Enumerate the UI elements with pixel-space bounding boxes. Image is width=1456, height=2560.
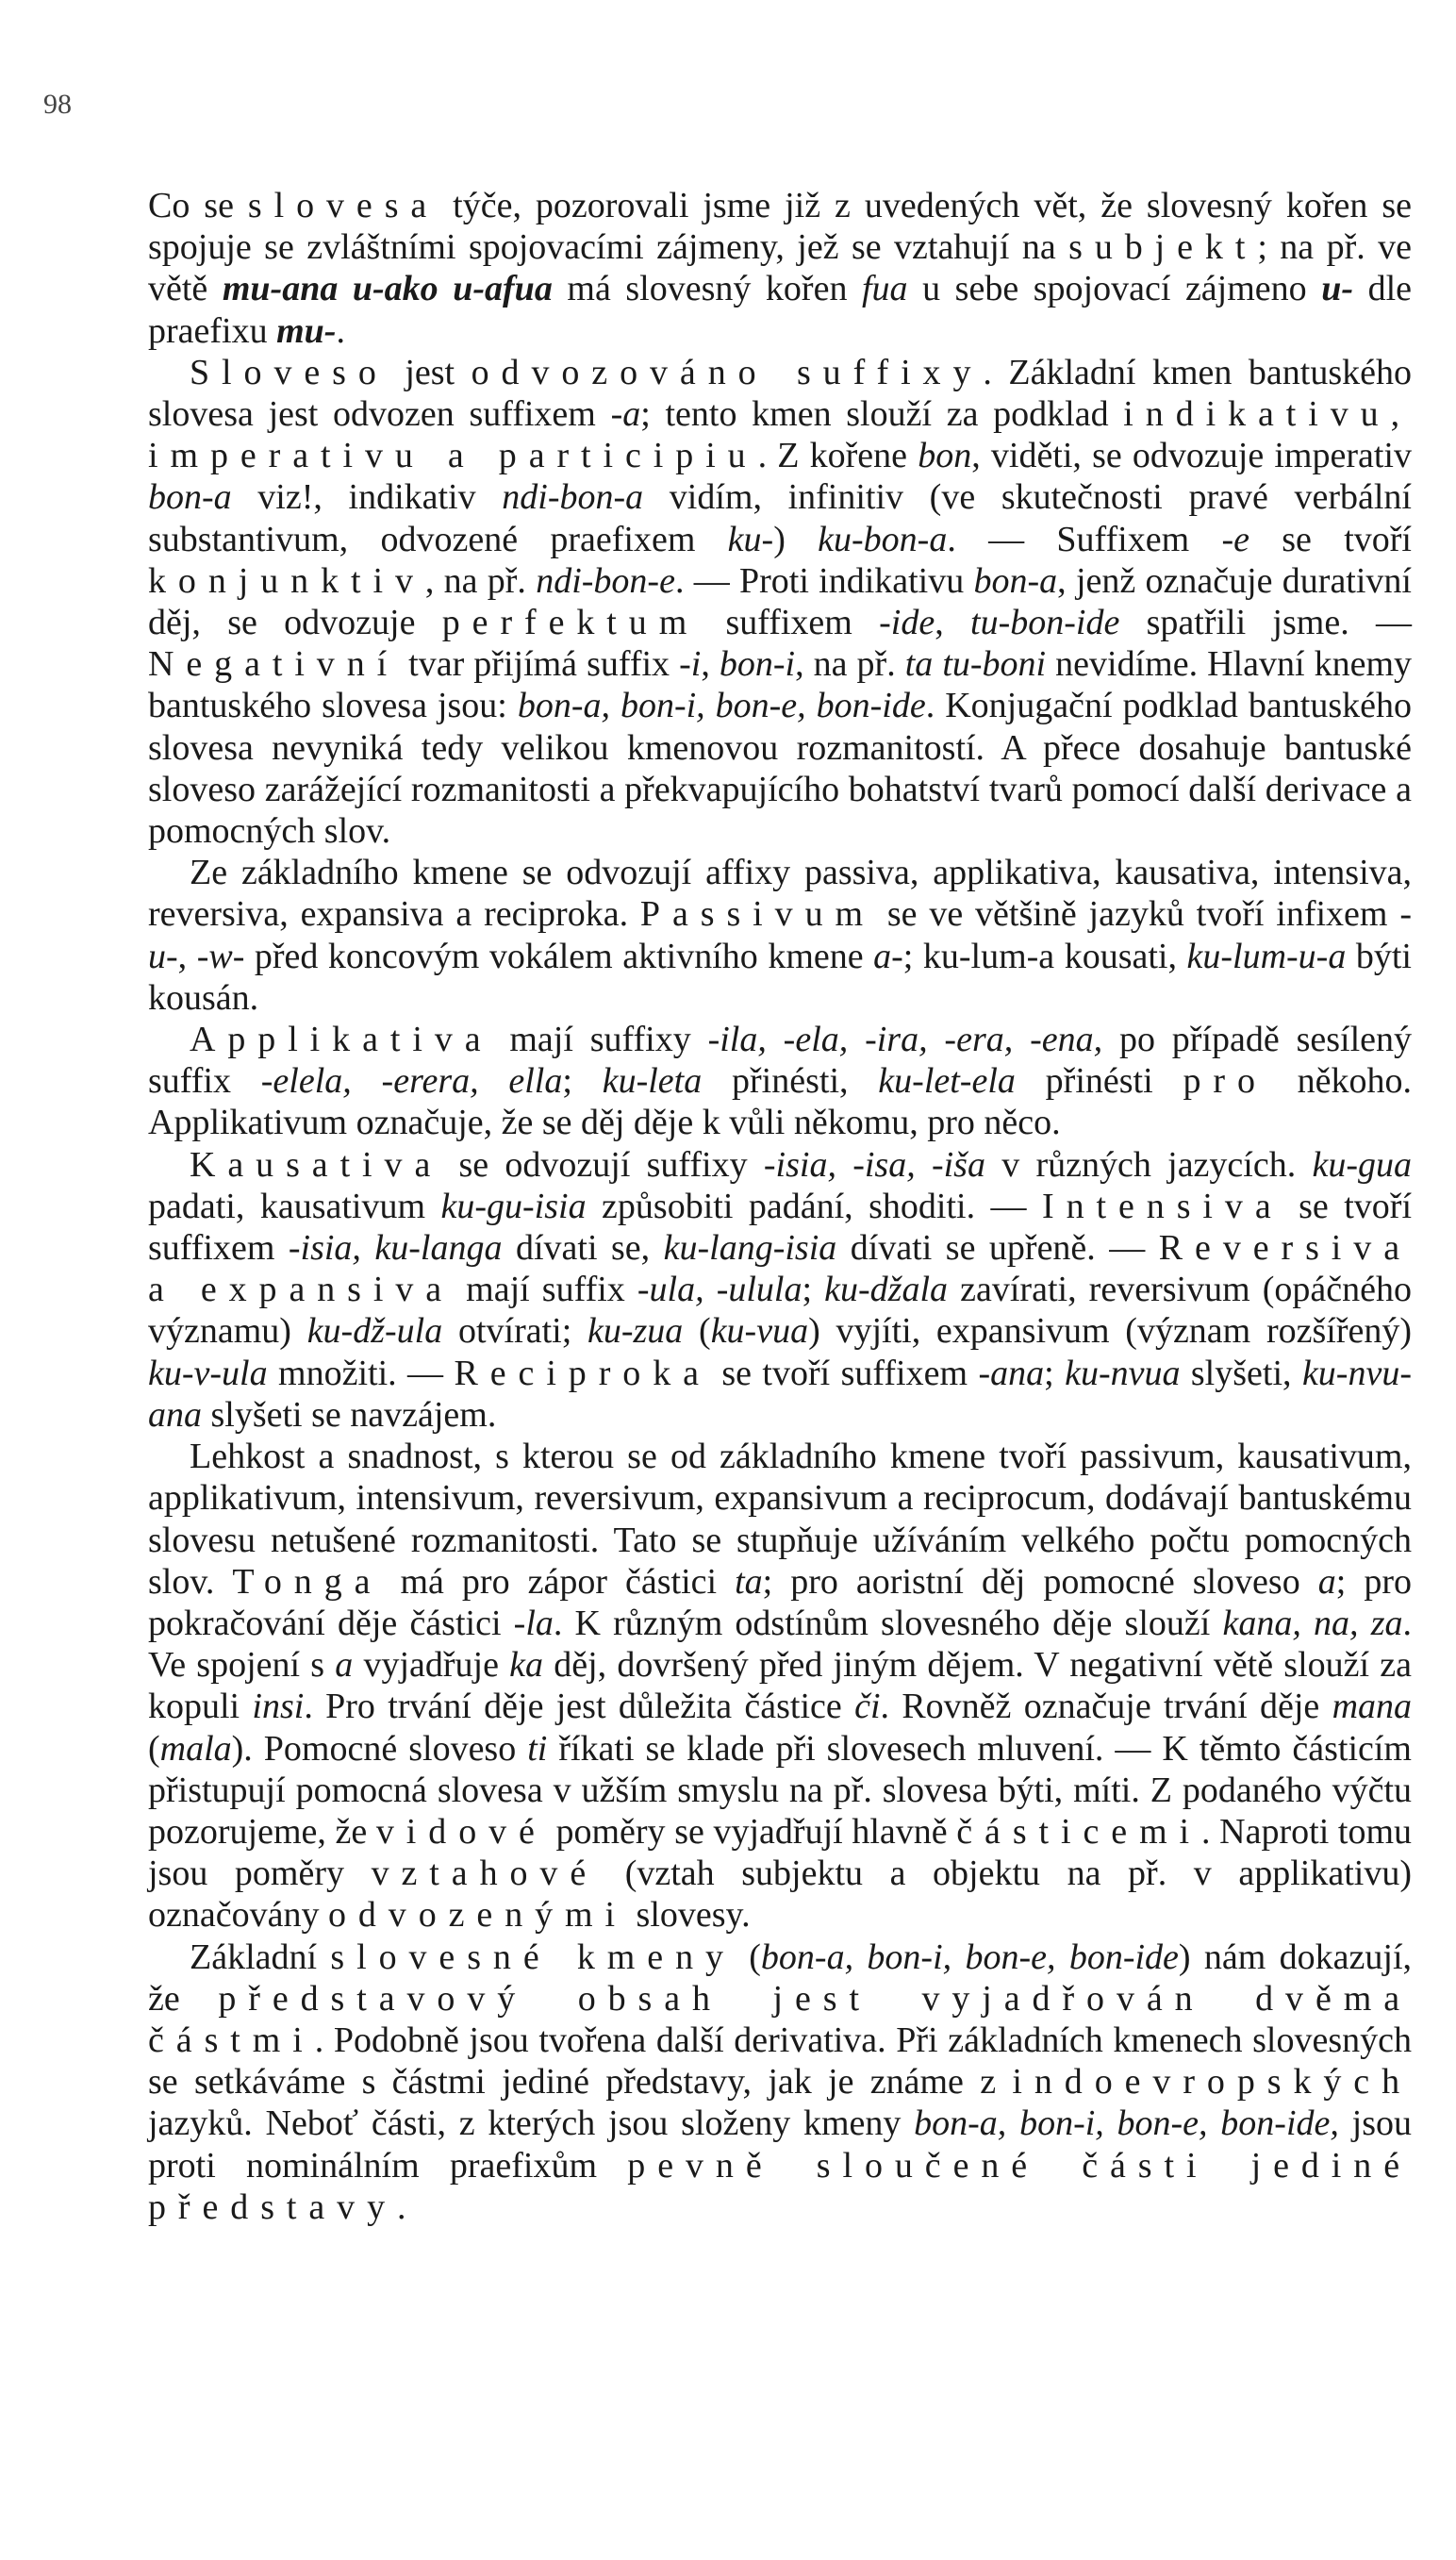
text-run: v různých jazycích. [984, 1144, 1313, 1185]
italic-term: ku-dž-ula [306, 1311, 443, 1352]
paragraph [148, 1937, 1412, 2228]
text-run: přinésti [1015, 1061, 1183, 1102]
italic-term: ndi-bon-a [502, 477, 644, 518]
text-run: po případě sesílený suffix [148, 1020, 1412, 1102]
text-run: býti kousán. [148, 936, 1412, 1018]
text-run: někoho. Applikativum označuje, že se děj děje k vůli někomu, pro něco. [148, 1061, 1413, 1143]
text-run: . Naproti tomu jsou poměry [148, 1811, 1413, 1894]
italic-term: ku-vua [710, 1311, 809, 1352]
spaced-term: vidové [375, 1811, 547, 1852]
text-run: se tvoří suffixem [148, 1186, 1413, 1269]
text-run: u sebe spojovací zájmeno [907, 269, 1322, 309]
italic-term: bon-a [973, 560, 1058, 601]
spaced-term: Applikativa [190, 1020, 493, 1060]
text-run: se odvozují suffixy [442, 1144, 764, 1185]
text-run: se tvoří [1249, 519, 1412, 559]
italic-term: ku-lum-u-a [1186, 936, 1347, 976]
italic-term: -ula, -ulula [637, 1270, 802, 1310]
text-run: spatřili jsme. — [1119, 603, 1412, 643]
text-run: otvírati; [442, 1311, 587, 1352]
text-run: Co se [148, 186, 248, 225]
spaced-term: slovesné kmeny [330, 1937, 736, 1977]
text-run: před koncovým vokálem aktivního kmene [244, 936, 874, 976]
italic-term: bon-a, bon-i, bon-e, bon-ide, [914, 2103, 1339, 2144]
italic-term: ku- [727, 519, 774, 559]
text-run: tvar přijímá suffix [399, 644, 680, 685]
text-run: , [935, 603, 971, 643]
spaced-term: Sloveso [190, 352, 389, 392]
italic-term: -a [610, 394, 641, 435]
spaced-term: odvozováno suffixy [471, 352, 984, 392]
italic-term: -isia, ku-langa [288, 1228, 503, 1269]
text-run: , na př. [795, 644, 905, 685]
text-run: mají suffixy [492, 1020, 708, 1060]
bold-italic-term: u- [1321, 269, 1354, 309]
text-run: ; na př. ve větě [148, 227, 1412, 309]
italic-term: ku-džala [824, 1270, 949, 1310]
italic-term: tu-bon-ide [970, 603, 1120, 643]
italic-term: fua [862, 269, 908, 309]
italic-term: -i [679, 644, 702, 685]
text-run: má slovesný kořen [552, 269, 862, 309]
text-run: se tvoří suffixem [710, 1353, 979, 1393]
text-run: zavírati, reversivum (opáčného významu) [148, 1270, 1412, 1352]
italic-term: bon-i [719, 644, 796, 685]
paragraph [148, 1144, 1412, 1436]
italic-term: ku-gu-isia [440, 1186, 587, 1226]
text-run: vyjadřuje [353, 1645, 510, 1686]
spaced-term: konjunktiv [148, 560, 425, 601]
italic-term: ku-nvu-ana [148, 1353, 1412, 1435]
text-run: nevidíme. Hlavní knemy bantuského slovesa jsou: [148, 644, 1413, 726]
spaced-term: Intensiva [1042, 1186, 1283, 1226]
spaced-term: Negativní [148, 644, 400, 685]
text-run: ( [735, 1937, 761, 1977]
text-run: suffixem [699, 603, 880, 643]
spaced-term: Kausativa [190, 1144, 443, 1185]
text-run: ) [773, 519, 819, 559]
text-run: slyšeti, [1180, 1353, 1302, 1393]
text-run: slovesy. [627, 1895, 751, 1936]
text-run: jsou proti nominálním praefixům [148, 2103, 1412, 2186]
italic-term: ndi-bon-e [536, 560, 675, 601]
italic-term: insi [252, 1687, 305, 1727]
spaced-term: slovesa [247, 186, 439, 225]
spaced-term: pevně sloučené části jediné představy [148, 2145, 1412, 2227]
italic-term: ku-lang-isia [663, 1228, 837, 1269]
text-run: . K různým odstínům slovesného děje slouží [553, 1603, 1223, 1643]
italic-term: -ila, -ela, -ira, -era, -ena, [707, 1020, 1103, 1060]
text-run: dle praefixu [148, 269, 1412, 351]
text-run: vidím, infinitiv (ve skutečnosti pravé verbální substantivum, odvozené praefixem [148, 477, 1412, 559]
text-run: . — Suffixem [947, 519, 1222, 559]
spaced-term: vztahové [371, 1854, 599, 1894]
text-run: , jenž označuje durativní děj, se odvozuje [148, 560, 1412, 643]
text-run: . Ve spojení s [148, 1603, 1412, 1686]
italic-term: ku-v-ula [148, 1353, 268, 1393]
italic-term: ku-gua [1312, 1144, 1413, 1185]
paragraph [148, 185, 1412, 352]
bold-italic-term: mu- [276, 310, 337, 351]
italic-term: a [1317, 1561, 1336, 1602]
text-run: ) nám dokazují, že [148, 1937, 1413, 2019]
text-run: ) vyjíti, expansivum (význam rozšířený) [808, 1311, 1412, 1352]
text-run: dívati se upřeně. — [836, 1228, 1159, 1269]
bold-italic-term: mu-ana u-ako u-afua [222, 269, 553, 309]
text-run: Ze základního kmene se odvozují affixy passiva, applikativa, kausativa, intensiva, reversiva, expansiva a reciproka. [148, 853, 1412, 935]
paragraph [148, 852, 1412, 1019]
italic-term: ti [527, 1728, 548, 1769]
text-run: viz!, indikativ [231, 477, 503, 518]
text-run: poměry se vyjadřují hlavně [546, 1811, 957, 1852]
italic-term: bon [918, 436, 972, 476]
spaced-term: subjekt [1068, 227, 1258, 268]
text-run: má pro zápor částici [382, 1561, 736, 1602]
text-run: . Základní kmen bantuského slovesa jest odvozen suffixem [148, 352, 1412, 435]
italic-term: a- [873, 936, 903, 976]
text-run: se ve většině jazyků tvoří infixem [874, 894, 1400, 935]
italic-term: ta [735, 1561, 763, 1602]
italic-term: a [335, 1645, 354, 1686]
text-run: , na př. [424, 560, 537, 601]
italic-term: -ana [978, 1353, 1045, 1393]
text-run: způsobiti padání, shoditi. — [586, 1186, 1043, 1226]
text-run: jazyků. Neboť části, z kterých jsou složeny kmeny [148, 2103, 915, 2144]
italic-term: mala [159, 1728, 232, 1769]
text-run: mají suffix [454, 1270, 637, 1310]
text-run: jest [388, 352, 472, 392]
text-run: , viděti, se odvozuje imperativ [971, 436, 1412, 476]
text-run: ; ku-lum-a kousati, [902, 936, 1187, 976]
spaced-term: pro [1183, 1061, 1267, 1102]
text-run: ; pro pokračování děje částici [148, 1561, 1412, 1643]
text-run: ). Pomocné sloveso [231, 1728, 528, 1769]
text-run: ; [1044, 1353, 1066, 1393]
text-run: . Podobně jsou tvořena další derivativa. Při základních kmenech slovesných se setkáváme s částmi jediné představy, jak je známe z [148, 2020, 1412, 2103]
text-run: . [397, 2186, 406, 2227]
spaced-term: perfektum [441, 603, 700, 643]
italic-term: ku-zua [587, 1311, 684, 1352]
spaced-term: Tonga [232, 1561, 383, 1602]
italic-term: -e [1221, 519, 1249, 559]
italic-term: mana [1332, 1687, 1413, 1727]
text-run: děj, dovršený před jiným dějem. V negativní větě slouží za kopuli [148, 1645, 1412, 1727]
italic-term: bon-a [148, 477, 232, 518]
text-run: , [701, 644, 720, 685]
page-number: 98 [43, 89, 72, 120]
paragraph [148, 352, 1412, 852]
italic-term: ku-nvua [1065, 1353, 1181, 1393]
italic-term: -isia, -isa, -iša [763, 1144, 985, 1185]
text-run: . Pro trvání děje jest důležita částice [304, 1687, 855, 1727]
italic-term: ku-bon-a [818, 519, 948, 559]
text-run: Lehkost a snadnost, s kterou se od základního kmene tvoří passivum, kausativum, applikativum, intensivum, reversivum, expansivum a reciprocum, dodávají bantuskému slovesu netušené rozmanitosti. Tato se stupňuje užíváním velkého počtu pomocných slov. [148, 1437, 1412, 1602]
text-run: Základní [190, 1937, 331, 1977]
text-run: týče, pozorovali jsme již z uvedených vět, že slovesný kořen se spojuje se zvláštními spojovacími zájmeny, jež se vztahují na [148, 186, 1413, 268]
text-run: , [177, 936, 197, 976]
italic-term: -la [513, 1603, 554, 1643]
spaced-term: indikativu, imperativu a participiu [148, 394, 1413, 476]
spaced-term: Reversiva a expansiva [148, 1228, 1412, 1310]
text-run: ; [802, 1270, 825, 1310]
text-run: padati, kausativum [148, 1186, 441, 1226]
italic-term: kana, na, za [1222, 1603, 1403, 1643]
italic-term: ka [509, 1645, 544, 1686]
text-run: množiti. — [267, 1353, 455, 1393]
italic-term: bon-a, bon-i, bon-e, bon-ide [517, 686, 926, 726]
italic-term: či [854, 1687, 881, 1727]
text-run: . [336, 310, 345, 351]
text-run: ; tento kmen slouží za podklad [640, 394, 1124, 435]
body-text [148, 185, 1412, 2228]
spaced-term: odvozenými [327, 1895, 628, 1936]
spaced-term: Passivum [639, 894, 875, 935]
text-run: dívati se, [502, 1228, 664, 1269]
italic-term: -u- [148, 894, 1412, 976]
text-run: přinésti, [702, 1061, 879, 1102]
spaced-term: částicemi [956, 1811, 1202, 1852]
spaced-term: indoevropských [1012, 2062, 1412, 2103]
italic-term: -w- [196, 936, 245, 976]
text-run: ( [683, 1311, 711, 1352]
text-run: slyšeti se navzájem. [202, 1394, 497, 1435]
italic-term: -elela, -erera, ella [260, 1061, 563, 1102]
text-run: (vztah subjektu a objektu na př. v applikativu) označovány [148, 1854, 1412, 1936]
paragraph [148, 1019, 1412, 1144]
spaced-term: představový obsah jest vyjadřován dvěma částmi [148, 1978, 1413, 2060]
text-run: ( [148, 1728, 160, 1769]
text-run: . Rovněž označuje trvání děje [880, 1687, 1332, 1727]
italic-term: ta tu-boni [904, 644, 1047, 685]
italic-term: -ide [879, 603, 935, 643]
text-run: ; [562, 1061, 603, 1102]
text-run: říkati se klade při slovesech mluvení. — K těmto částicím přistupují pomocná slovesa v užším smyslu na př. slovesa býti, míti. Z podaného výčtu pozorujeme, že [148, 1728, 1412, 1852]
text-run: . — Proti indikativu [674, 560, 974, 601]
text-run: . Z kořene [757, 436, 918, 476]
paragraph [148, 1436, 1412, 1936]
spaced-term: Reciproka [454, 1353, 711, 1393]
text-run: . Konjugační podklad bantuského slovesa nevyniká tedy velikou kmenovou rozmanitostí. A přece dosahuje bantuské sloveso zarážející rozmanitosti a překvapujícího bohatství tvarů pomocí další derivace a pomocných slov. [148, 686, 1413, 852]
italic-term: ku-let-ela [878, 1061, 1016, 1102]
italic-term: ku-leta [602, 1061, 703, 1102]
text-run: ; pro aoristní děj pomocné sloveso [762, 1561, 1318, 1602]
italic-term: bon-a, bon-i, bon-e, bon-ide [760, 1937, 1179, 1977]
